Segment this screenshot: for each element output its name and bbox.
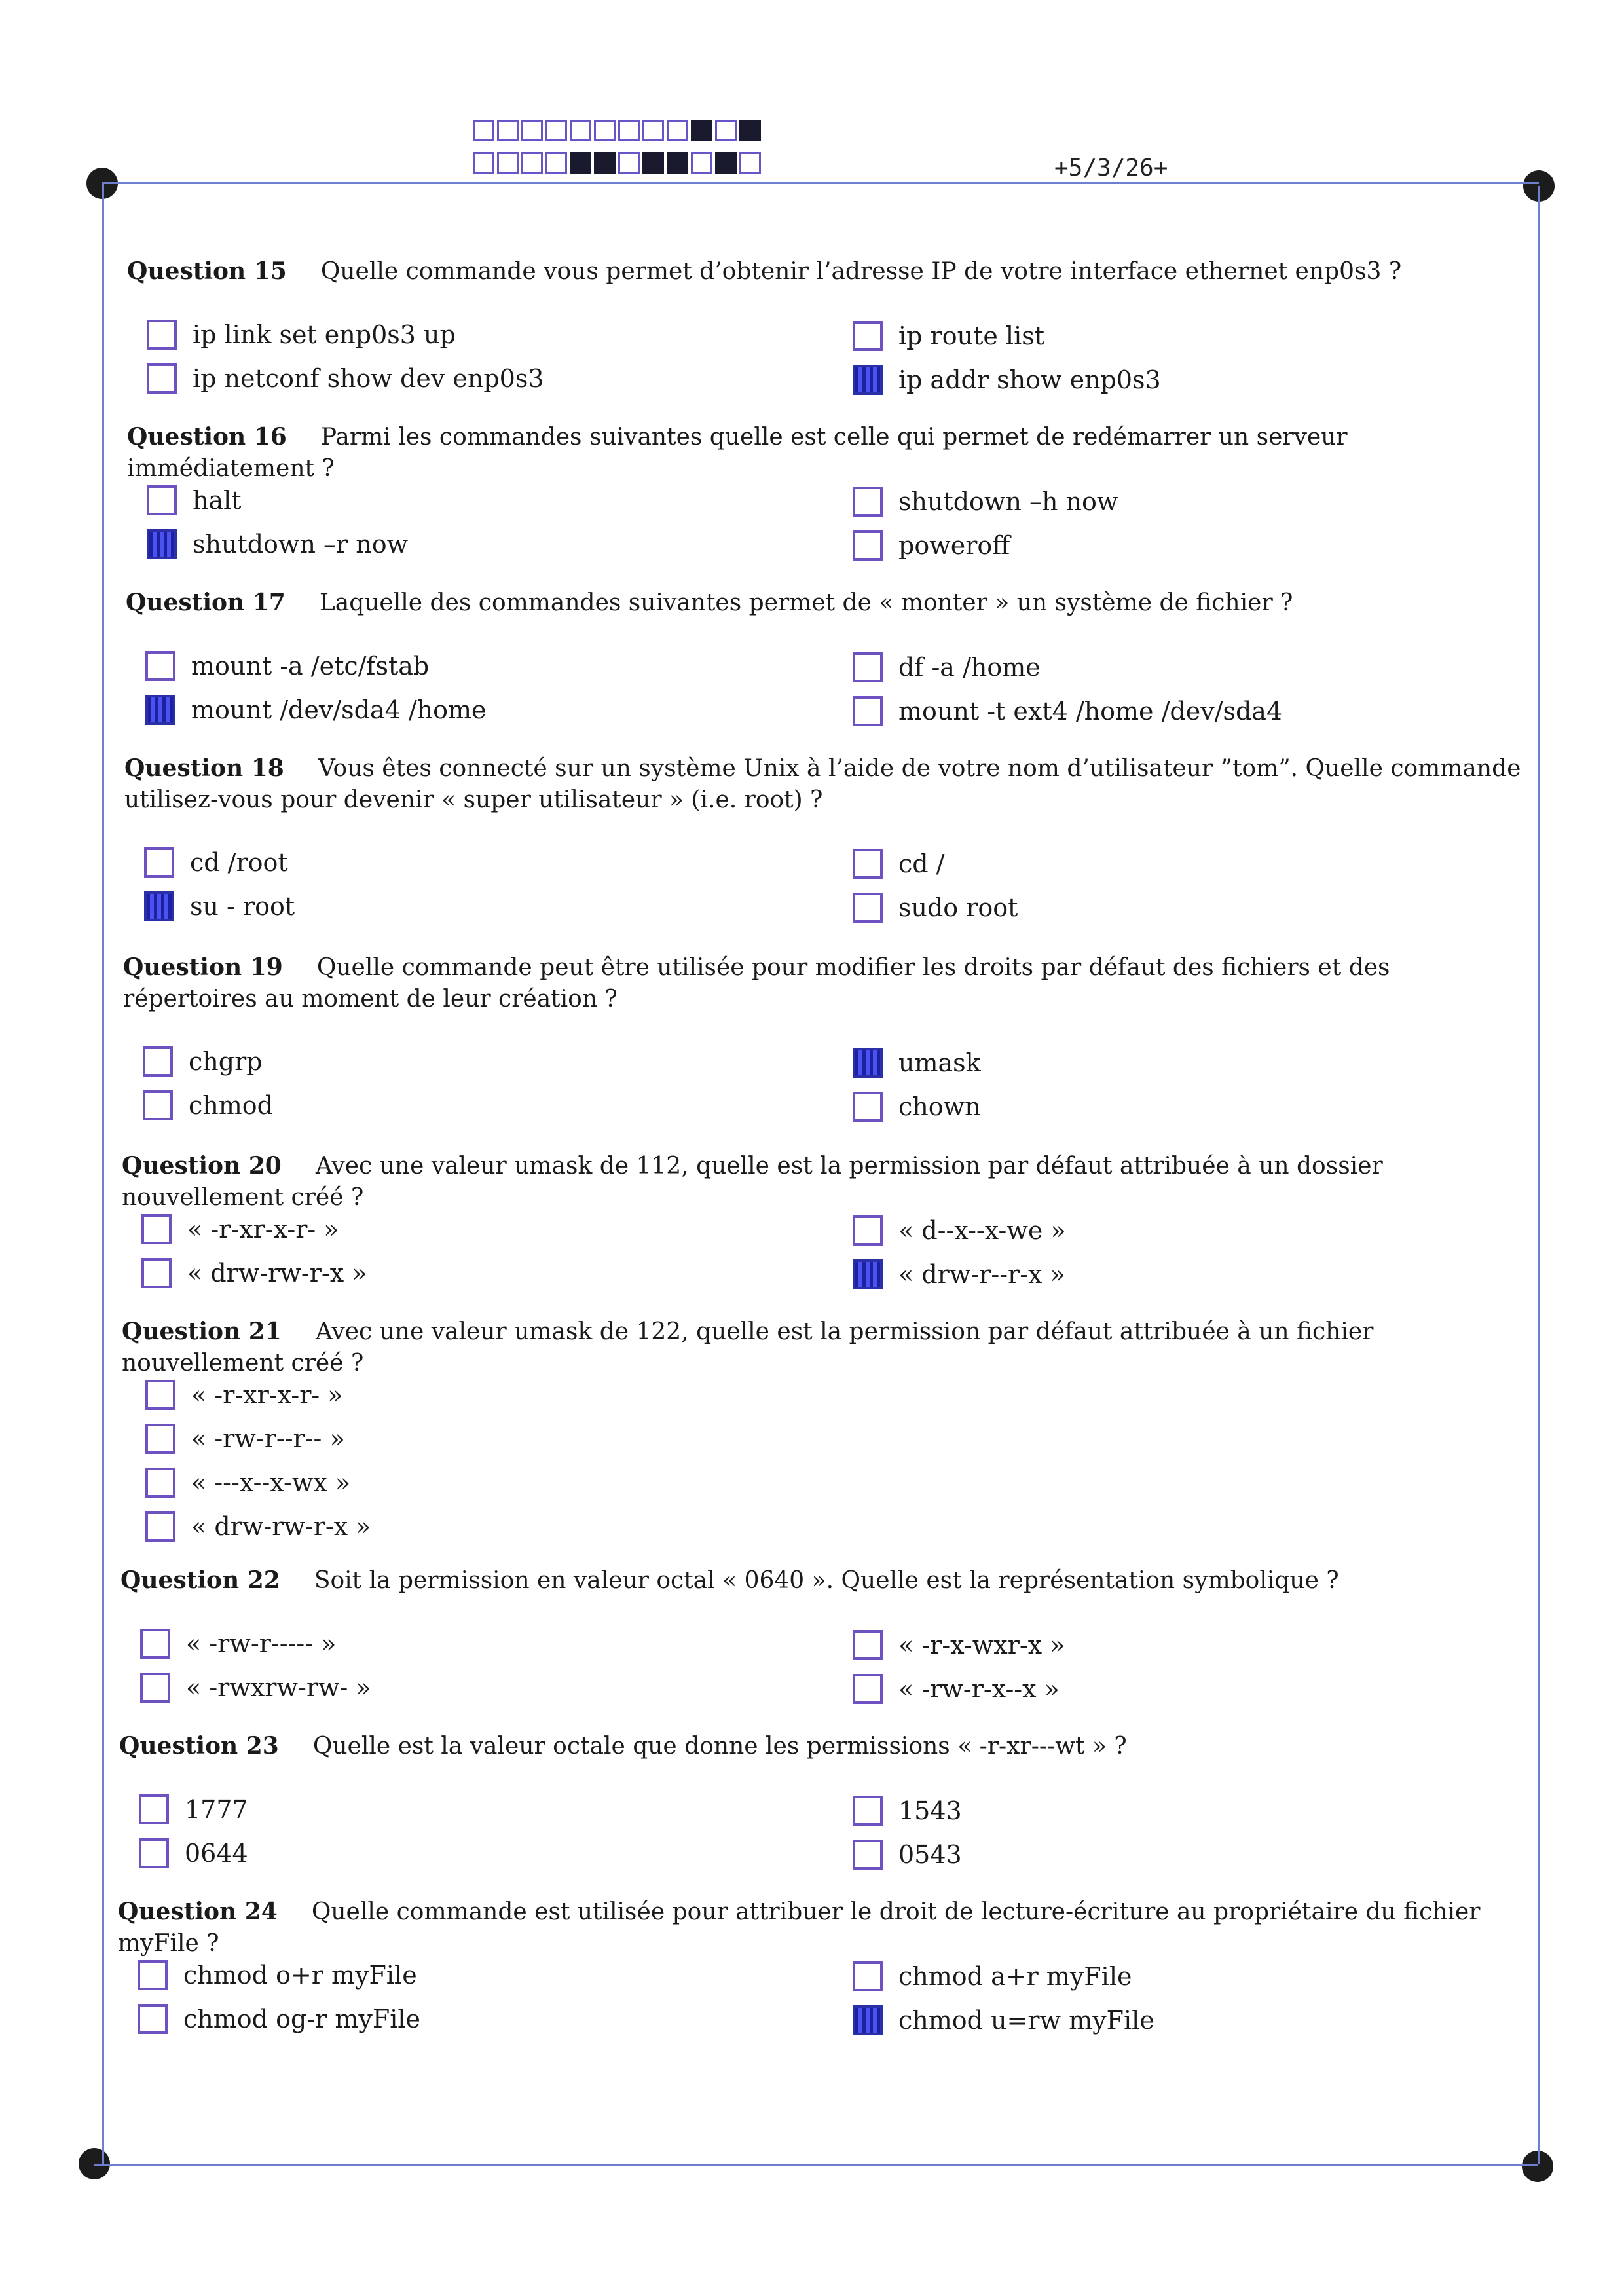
- answer-option[interactable]: [853, 487, 1118, 517]
- id-code-cell: [521, 120, 543, 141]
- answer-option[interactable]: [853, 849, 945, 879]
- answer-label: « -rw-r--r-- »: [191, 1424, 345, 1453]
- answer-label: « -rwxrw-rw- »: [186, 1673, 371, 1702]
- question-20: [122, 1150, 1523, 1213]
- checkbox[interactable]: [853, 893, 883, 923]
- id-code-cell: [667, 120, 688, 141]
- id-code-cell: [521, 152, 543, 174]
- question-17: [126, 587, 1527, 619]
- id-code-cell: [667, 152, 688, 174]
- id-code-cell: [618, 152, 640, 174]
- checkbox[interactable]: [853, 321, 883, 351]
- answer-label: cd /: [898, 849, 945, 878]
- checkbox[interactable]: [141, 1258, 172, 1288]
- answer-label: ip link set enp0s3 up: [193, 320, 456, 349]
- question-label: Question 16: [127, 423, 287, 451]
- answer-label: « -rw-r-x--x »: [898, 1675, 1060, 1703]
- checkbox[interactable]: [140, 1629, 170, 1659]
- question-label: Question 15: [127, 257, 287, 285]
- checkbox[interactable]: [143, 1046, 173, 1077]
- answer-option[interactable]: [143, 1090, 273, 1120]
- answer-label: « d--x--x-we »: [898, 1216, 1066, 1245]
- answer-label: halt: [193, 486, 242, 515]
- id-code-cell: [473, 120, 494, 141]
- answer-option[interactable]: [853, 1215, 1066, 1246]
- question-15: [127, 255, 1528, 287]
- answer-label: « drw-rw-r-x »: [187, 1259, 367, 1287]
- id-code-cell: [642, 120, 664, 141]
- answer-option[interactable]: [853, 2005, 1154, 2035]
- id-code-cell: [594, 120, 616, 141]
- frame-right-line: [1538, 186, 1540, 2164]
- answer-label: ip addr show enp0s3: [898, 365, 1161, 394]
- answer-label: « -r-x-wxr-x »: [898, 1631, 1065, 1659]
- question-19: [123, 952, 1524, 1015]
- answer-label: chmod a+r myFile: [898, 1962, 1132, 1991]
- answer-label: chown: [898, 1092, 981, 1121]
- answer-option[interactable]: [145, 695, 487, 725]
- question-text: Avec une valeur umask de 122, quelle est la permission par défaut attribuée à un fichier nouvellement créé ?: [122, 1318, 1374, 1377]
- checkbox[interactable]: [147, 485, 177, 515]
- question-label: Question 19: [123, 954, 283, 981]
- answer-label: chmod u=rw myFile: [898, 2006, 1154, 2035]
- answer-label: « -rw-r----- »: [186, 1629, 337, 1658]
- checkbox[interactable]: [147, 320, 177, 350]
- checkbox[interactable]: [145, 651, 175, 681]
- answer-option[interactable]: [141, 1258, 367, 1288]
- answer-label: ip route list: [898, 322, 1044, 350]
- id-code-cell: [739, 120, 761, 141]
- question-label: Question 17: [126, 589, 286, 616]
- question-text: Quelle commande est utilisée pour attribuer le droit de lecture-écriture au propriétaire du fichier myFile ?: [118, 1898, 1481, 1957]
- question-21: [122, 1316, 1523, 1379]
- id-code-cell: [570, 120, 591, 141]
- answer-option[interactable]: [139, 1794, 248, 1824]
- answer-option[interactable]: [147, 529, 408, 559]
- answer-label: 0543: [898, 1840, 962, 1869]
- answer-option[interactable]: [853, 893, 1018, 923]
- answer-label: df -a /home: [898, 653, 1041, 682]
- answer-option[interactable]: [853, 1961, 1132, 1991]
- checkbox[interactable]: [141, 1214, 172, 1244]
- answer-option[interactable]: [853, 696, 1282, 726]
- answer-option[interactable]: [853, 365, 1161, 395]
- checkbox[interactable]: [144, 847, 174, 878]
- frame-top-line: [102, 182, 1539, 184]
- answer-label: 1777: [185, 1795, 248, 1824]
- checkbox[interactable]: [853, 530, 883, 561]
- answer-label: mount -a /etc/fstab: [191, 652, 430, 680]
- answer-option[interactable]: [145, 1424, 345, 1454]
- answer-option[interactable]: [141, 1214, 339, 1244]
- answer-label: « drw-rw-r-x »: [191, 1512, 371, 1541]
- answer-label: chmod: [189, 1091, 273, 1120]
- answer-label: « -r-xr-x-r- »: [187, 1215, 339, 1244]
- checkbox[interactable]: [853, 696, 883, 726]
- checked-checkbox[interactable]: [147, 529, 177, 559]
- checkbox[interactable]: [853, 1092, 883, 1122]
- answer-label: chmod o+r myFile: [183, 1961, 417, 1990]
- checkbox[interactable]: [140, 1673, 170, 1703]
- question-text: Parmi les commandes suivantes quelle est celle qui permet de redémarrer un serveur immédiatement ?: [127, 424, 1348, 482]
- answer-option[interactable]: [144, 847, 288, 878]
- question-text: Quelle commande peut être utilisée pour modifier les droits par défaut des fichiers et des répertoires au moment de leur création ?: [123, 954, 1390, 1012]
- id-code-cell: [715, 152, 737, 174]
- answer-label: « ---x--x-wx »: [191, 1468, 351, 1497]
- question-23: [119, 1730, 1521, 1762]
- checkbox[interactable]: [853, 1961, 883, 1991]
- question-label: Question 24: [118, 1898, 278, 1925]
- answer-label: poweroff: [898, 531, 1010, 560]
- answer-option[interactable]: [853, 530, 1010, 561]
- checkbox[interactable]: [145, 1511, 175, 1542]
- checked-checkbox[interactable]: [853, 1048, 883, 1078]
- id-code-cell: [473, 152, 494, 174]
- answer-label: cd /root: [190, 848, 288, 877]
- checkbox[interactable]: [853, 1840, 883, 1870]
- answer-option[interactable]: [140, 1629, 336, 1659]
- answer-option[interactable]: [853, 1048, 981, 1078]
- answer-label: chgrp: [189, 1047, 263, 1076]
- answer-option[interactable]: [145, 651, 429, 681]
- checkbox[interactable]: [139, 1794, 169, 1824]
- checkbox[interactable]: [853, 1630, 883, 1660]
- checkbox[interactable]: [853, 1674, 883, 1704]
- question-text: Quelle commande vous permet d’obtenir l’adresse IP de votre interface ethernet enp0s3 ?: [320, 258, 1402, 285]
- question-22: [120, 1565, 1522, 1597]
- checked-checkbox[interactable]: [853, 2005, 883, 2035]
- answer-option[interactable]: [853, 1630, 1065, 1660]
- page-reference: +5/3/26+: [1054, 155, 1168, 181]
- answer-option[interactable]: [144, 891, 295, 921]
- answer-label: « -r-xr-x-r- »: [191, 1380, 343, 1409]
- answer-option[interactable]: [139, 1838, 248, 1868]
- checkbox[interactable]: [147, 363, 177, 394]
- id-code-row-2: [473, 152, 761, 174]
- answer-label: mount /dev/sda4 /home: [191, 695, 487, 724]
- checkbox[interactable]: [145, 1424, 175, 1454]
- answer-option[interactable]: [853, 321, 1044, 351]
- id-code-cell: [497, 152, 519, 174]
- checkbox[interactable]: [853, 652, 883, 682]
- id-code-row-1: [473, 120, 761, 141]
- answer-option[interactable]: [853, 1259, 1065, 1289]
- question-label: Question 23: [119, 1732, 279, 1760]
- question-label: Question 21: [122, 1318, 282, 1345]
- question-label: Question 20: [122, 1152, 282, 1179]
- answer-option[interactable]: [147, 363, 544, 394]
- checked-checkbox[interactable]: [145, 695, 175, 725]
- answer-option[interactable]: [145, 1468, 350, 1498]
- question-16: [127, 421, 1528, 485]
- id-code-cell: [739, 152, 761, 174]
- answer-option[interactable]: [853, 652, 1041, 682]
- checkbox[interactable]: [139, 1838, 169, 1868]
- checkbox[interactable]: [853, 1796, 883, 1826]
- id-code-cell: [594, 152, 616, 174]
- answer-label: 1543: [898, 1796, 962, 1825]
- question-text: Quelle est la valeur octale que donne les permissions « -r-xr---wt » ?: [312, 1733, 1127, 1760]
- id-code-cell: [691, 152, 712, 174]
- answer-label: mount -t ext4 /home /dev/sda4: [898, 697, 1283, 726]
- id-code-cell: [545, 120, 567, 141]
- checkbox[interactable]: [853, 487, 883, 517]
- answer-option[interactable]: [145, 1380, 343, 1410]
- question-18: [124, 752, 1526, 816]
- answer-label: « drw-r--r-x »: [898, 1260, 1065, 1289]
- answer-option[interactable]: [143, 1046, 263, 1077]
- id-code-cell: [545, 152, 567, 174]
- answer-option[interactable]: [853, 1674, 1060, 1704]
- answer-option[interactable]: [853, 1840, 962, 1870]
- id-code-cell: [691, 120, 712, 141]
- id-code-cell: [497, 120, 519, 141]
- answer-option[interactable]: [138, 2004, 420, 2034]
- id-code-cell: [642, 152, 664, 174]
- answer-label: shutdown –h now: [898, 487, 1118, 516]
- checkbox[interactable]: [853, 849, 883, 879]
- question-24: [118, 1896, 1519, 1959]
- answer-option[interactable]: [853, 1092, 981, 1122]
- frame-left-line: [102, 183, 104, 2164]
- answer-label: sudo root: [898, 893, 1018, 922]
- id-code-cell: [618, 120, 640, 141]
- checkbox[interactable]: [138, 2004, 168, 2034]
- answer-option[interactable]: [140, 1673, 371, 1703]
- answer-label: 0644: [185, 1839, 248, 1868]
- answer-option[interactable]: [147, 320, 456, 350]
- answer-label: ip netconf show dev enp0s3: [193, 364, 544, 393]
- checked-checkbox[interactable]: [144, 891, 174, 921]
- answer-option[interactable]: [145, 1511, 371, 1542]
- checkbox[interactable]: [138, 1960, 168, 1990]
- answer-label: chmod og-r myFile: [183, 2005, 421, 2033]
- answer-label: su - root: [190, 892, 295, 921]
- answer-option[interactable]: [138, 1960, 417, 1990]
- question-text: Soit la permission en valeur octal « 0640 ». Quelle est la représentation symbolique ?: [314, 1567, 1339, 1594]
- answer-label: umask: [898, 1048, 981, 1077]
- checkbox[interactable]: [145, 1468, 175, 1498]
- question-text: Laquelle des commandes suivantes permet de « monter » un système de fichier ?: [319, 589, 1293, 616]
- checkbox[interactable]: [853, 1215, 883, 1246]
- checked-checkbox[interactable]: [853, 1259, 883, 1289]
- checkbox[interactable]: [143, 1090, 173, 1120]
- id-code-cell: [715, 120, 737, 141]
- question-label: Question 22: [120, 1566, 280, 1594]
- question-label: Question 18: [124, 754, 284, 782]
- checkbox[interactable]: [145, 1380, 175, 1410]
- question-text: Vous êtes connecté sur un système Unix à l’aide de votre nom d’utilisateur ”tom”. Quelle commande utilisez-vous pour devenir « super utilisateur » (i.e. root) ?: [124, 755, 1521, 813]
- question-text: Avec une valeur umask de 112, quelle est la permission par défaut attribuée à un dossier nouvellement créé ?: [122, 1153, 1383, 1211]
- checked-checkbox[interactable]: [853, 365, 883, 395]
- frame-bottom-line: [94, 2164, 1538, 2166]
- answer-label: shutdown –r now: [193, 530, 409, 559]
- id-code-cell: [570, 152, 591, 174]
- answer-option[interactable]: [147, 485, 242, 515]
- answer-option[interactable]: [853, 1796, 962, 1826]
